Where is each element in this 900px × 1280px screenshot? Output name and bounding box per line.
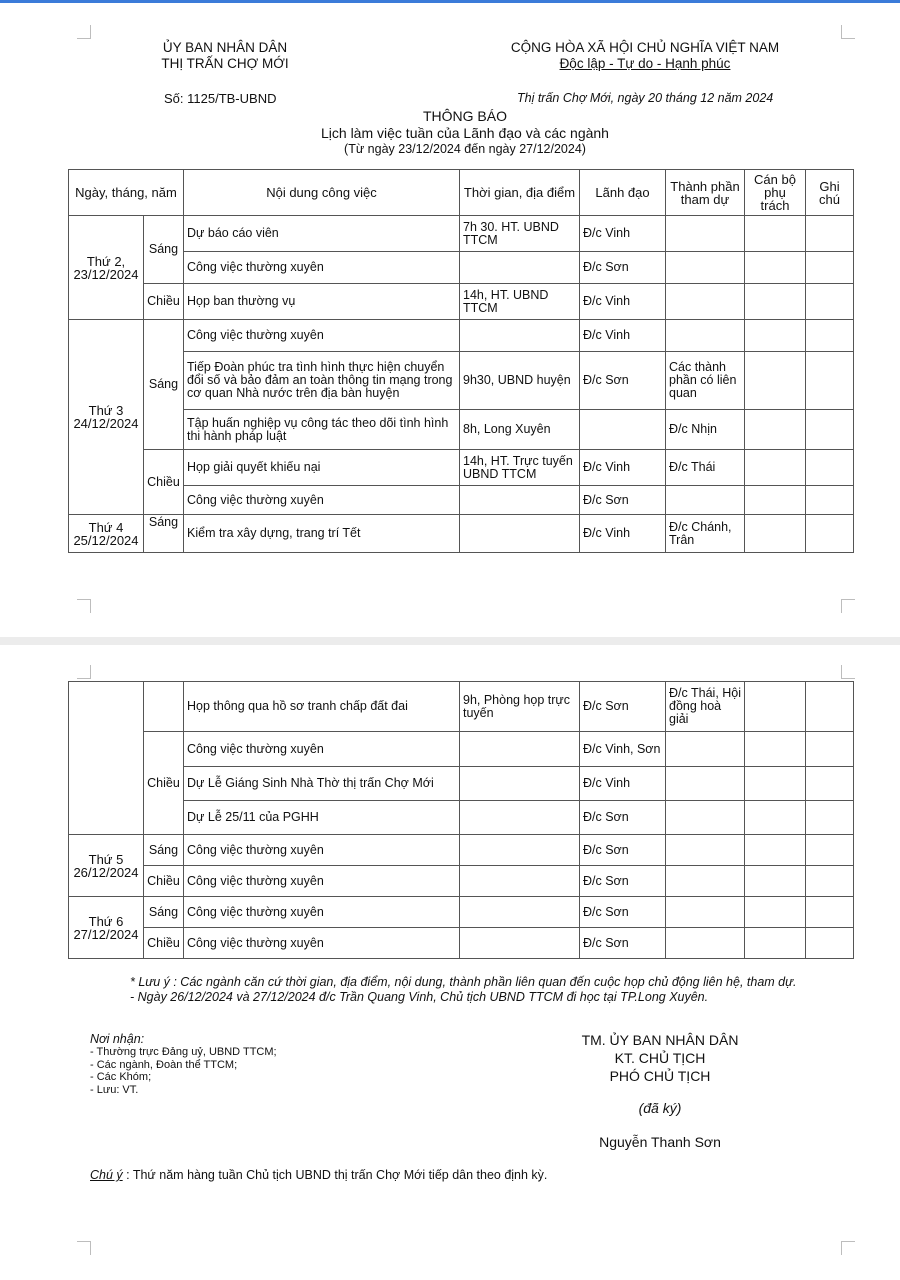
table-row <box>69 835 854 866</box>
time-place-cell: 9h, Phòng họp trực tuyến <box>460 682 580 732</box>
note-cell <box>806 732 854 767</box>
session-cell: Sáng <box>144 216 184 284</box>
content-cell: Họp giải quyết khiếu nại <box>184 450 460 486</box>
notes-block <box>130 975 850 1005</box>
participants-cell <box>666 284 745 320</box>
col-header-content: Nội dung công việc <box>184 170 460 216</box>
leader-cell: Đ/c Sơn <box>580 486 666 515</box>
page-corner-mark <box>77 25 91 39</box>
officer-cell <box>745 732 806 767</box>
leader-cell <box>580 410 666 450</box>
time-place-cell <box>460 320 580 352</box>
session-cell <box>144 682 184 732</box>
page-corner-mark <box>841 599 855 613</box>
participants-cell <box>666 928 745 959</box>
officer-cell <box>745 252 806 284</box>
content-cell: Họp ban thường vụ <box>184 284 460 320</box>
note-cell <box>806 928 854 959</box>
officer-cell <box>745 897 806 928</box>
note-cell <box>806 352 854 410</box>
document-page-1 <box>0 3 900 637</box>
col-header-participants: Thành phần tham dự <box>666 170 745 216</box>
session-cell: Sáng <box>144 320 184 450</box>
signature-block <box>540 1031 780 1151</box>
officer-cell <box>745 682 806 732</box>
page-corner-mark <box>77 665 91 679</box>
session-cell: Sáng <box>144 515 184 553</box>
time-place-cell <box>460 866 580 897</box>
session-cell: Chiều <box>144 284 184 320</box>
recipient-item: - Các ngành, Đoàn thể TTCM; <box>90 1058 238 1071</box>
officer-cell <box>745 450 806 486</box>
leader-cell: Đ/c Vinh <box>580 767 666 801</box>
leader-cell: Đ/c Vinh <box>580 284 666 320</box>
participants-cell <box>666 486 745 515</box>
participants-cell <box>666 801 745 835</box>
time-place-cell <box>460 928 580 959</box>
time-place-cell <box>460 252 580 284</box>
table-row <box>69 928 854 959</box>
table-row <box>69 320 854 352</box>
leader-cell: Đ/c Sơn <box>580 352 666 410</box>
participants-cell <box>666 320 745 352</box>
leader-cell: Đ/c Sơn <box>580 866 666 897</box>
note-cell <box>806 320 854 352</box>
table-row <box>69 801 854 835</box>
table-row <box>69 486 854 515</box>
page-corner-mark <box>841 25 855 39</box>
content-cell: Công việc thường xuyên <box>184 486 460 515</box>
session-cell: Chiều <box>144 732 184 835</box>
participants-cell: Đ/c Nhịn <box>666 410 745 450</box>
signature-line3: PHÓ CHỦ TỊCH <box>609 1068 711 1084</box>
leader-cell: Đ/c Vinh <box>580 320 666 352</box>
officer-cell <box>745 866 806 897</box>
note-cell <box>806 515 854 553</box>
time-place-cell <box>460 732 580 767</box>
participants-cell: Đ/c Chánh, Trân <box>666 515 745 553</box>
footer-note-text: : Thứ năm hàng tuần Chủ tịch UBND thị trấn Chợ Mới tiếp dân theo định kỳ. <box>122 1168 548 1182</box>
note-cell <box>806 216 854 252</box>
note-cell <box>806 450 854 486</box>
table-row <box>69 515 854 553</box>
session-cell: Sáng <box>144 835 184 866</box>
time-place-cell: 7h 30. HT. UBND TTCM <box>460 216 580 252</box>
footer-note <box>90 1168 547 1182</box>
content-cell: Kiểm tra xây dựng, trang trí Tết <box>184 515 460 553</box>
day-cell-continued <box>69 682 144 835</box>
col-header-note: Ghi chú <box>806 170 854 216</box>
note-cell <box>806 252 854 284</box>
table-row <box>69 216 854 252</box>
officer-cell <box>745 486 806 515</box>
document-page-2 <box>0 645 900 1280</box>
day-cell: Thứ 6 27/12/2024 <box>69 897 144 959</box>
time-place-cell <box>460 801 580 835</box>
content-cell: Công việc thường xuyên <box>184 897 460 928</box>
content-cell: Công việc thường xuyên <box>184 866 460 897</box>
note-cell <box>806 897 854 928</box>
agency-line1: ỦY BAN NHÂN DÂN <box>162 40 288 55</box>
agency-header <box>120 40 330 72</box>
nation-line1: CỘNG HÒA XÃ HỘI CHỦ NGHĨA VIỆT NAM <box>510 40 780 55</box>
document-title: THÔNG BÁO <box>422 108 507 124</box>
table-row <box>69 732 854 767</box>
content-cell: Công việc thường xuyên <box>184 252 460 284</box>
leader-cell: Đ/c Vinh <box>580 515 666 553</box>
content-cell: Họp thông qua hồ sơ tranh chấp đất đai <box>184 682 460 732</box>
table-row <box>69 352 854 410</box>
note-cell <box>806 486 854 515</box>
schedule-table <box>68 169 854 553</box>
footer-note-label: Chú ý <box>90 1168 123 1182</box>
document-title-block <box>270 108 660 157</box>
note-cell <box>806 866 854 897</box>
participants-cell: Các thành phần có liên quan <box>666 352 745 410</box>
content-cell: Tiếp Đoàn phúc tra tình hình thực hiện chuyển đổi số và bảo đảm an toàn thông tin mạng trong cơ quan Nhà nước trên địa bàn huyện <box>184 352 460 410</box>
leader-cell: Đ/c Vinh, Sơn <box>580 732 666 767</box>
date-range: (Từ ngày 23/12/2024 đến ngày 27/12/2024) <box>344 142 586 156</box>
officer-cell <box>745 515 806 553</box>
note-cell <box>806 801 854 835</box>
table-row <box>69 252 854 284</box>
leader-cell: Đ/c Vinh <box>580 216 666 252</box>
signature-line1: TM. ỦY BAN NHÂN DÂN <box>581 1032 739 1048</box>
col-header-leader: Lãnh đạo <box>580 170 666 216</box>
leader-cell: Đ/c Sơn <box>580 835 666 866</box>
session-cell: Sáng <box>144 897 184 928</box>
officer-cell <box>745 767 806 801</box>
officer-cell <box>745 284 806 320</box>
content-cell: Công việc thường xuyên <box>184 835 460 866</box>
recipient-item: - Thường trực Đảng uỷ, UBND TTCM; <box>90 1046 277 1058</box>
note-line-2: - Ngày 26/12/2024 và 27/12/2024 đ/c Trần Quang Vinh, Chủ tịch UBND TTCM đi học tại TP.Long Xuyên. <box>130 990 709 1004</box>
day-cell: Thứ 2, 23/12/2024 <box>69 216 144 320</box>
officer-cell <box>745 801 806 835</box>
table-row <box>69 450 854 486</box>
officer-cell <box>745 216 806 252</box>
leader-cell: Đ/c Vinh <box>580 450 666 486</box>
nation-motto: Độc lập - Tự do - Hạnh phúc <box>559 56 731 71</box>
content-cell: Dự Lễ Giáng Sinh Nhà Thờ thị trấn Chợ Mới <box>184 767 460 801</box>
table-row <box>69 897 854 928</box>
content-cell: Công việc thường xuyên <box>184 928 460 959</box>
content-cell: Tập huấn nghiệp vụ công tác theo dõi tình hình thi hành pháp luật <box>184 410 460 450</box>
table-row <box>69 866 854 897</box>
officer-cell <box>745 352 806 410</box>
col-header-officer: Cán bộ phụ trách <box>745 170 806 216</box>
session-cell: Chiều <box>144 928 184 959</box>
time-place-cell: 14h, HT. Trực tuyến UBND TTCM <box>460 450 580 486</box>
col-header-date: Ngày, tháng, năm <box>69 170 184 216</box>
session-cell: Chiều <box>144 866 184 897</box>
note-cell <box>806 682 854 732</box>
recipients-heading: Nơi nhận: <box>90 1032 145 1046</box>
leader-cell: Đ/c Sơn <box>580 801 666 835</box>
officer-cell <box>745 320 806 352</box>
participants-cell <box>666 866 745 897</box>
leader-cell: Đ/c Sơn <box>580 897 666 928</box>
participants-cell: Đ/c Thái <box>666 450 745 486</box>
page-corner-mark <box>841 665 855 679</box>
signer-name: Nguyễn Thanh Sơn <box>599 1134 721 1150</box>
leader-cell: Đ/c Sơn <box>580 928 666 959</box>
participants-cell <box>666 897 745 928</box>
signed-mark: (đã ký) <box>638 1100 682 1116</box>
document-number: Số: 1125/TB-UBND <box>164 91 277 106</box>
day-cell: Thứ 3 24/12/2024 <box>69 320 144 515</box>
place-date: Thị trấn Chợ Mới, ngày 20 tháng 12 năm 2024 <box>517 91 774 105</box>
officer-cell <box>745 410 806 450</box>
recipient-item: - Lưu: VT. <box>90 1083 139 1096</box>
leader-cell: Đ/c Sơn <box>580 252 666 284</box>
time-place-cell: 8h, Long Xuyên <box>460 410 580 450</box>
participants-cell <box>666 835 745 866</box>
time-place-cell <box>460 767 580 801</box>
table-header-row <box>69 170 854 216</box>
participants-cell <box>666 732 745 767</box>
session-cell: Chiều <box>144 450 184 515</box>
col-header-time-place: Thời gian, địa điểm <box>460 170 580 216</box>
content-cell: Dự Lễ 25/11 của PGHH <box>184 801 460 835</box>
participants-cell <box>666 216 745 252</box>
table-row <box>69 682 854 732</box>
table-row <box>69 767 854 801</box>
day-cell: Thứ 5 26/12/2024 <box>69 835 144 897</box>
document-subtitle: Lịch làm việc tuần của Lãnh đạo và các ngành <box>321 125 609 141</box>
table-row <box>69 284 854 320</box>
time-place-cell: 9h30, UBND huyện <box>460 352 580 410</box>
leader-cell: Đ/c Sơn <box>580 682 666 732</box>
participants-cell <box>666 252 745 284</box>
day-cell: Thứ 4 25/12/2024 <box>69 515 144 553</box>
table-row <box>69 410 854 450</box>
note-cell <box>806 767 854 801</box>
schedule-table-continued <box>68 681 854 959</box>
note-line-1: * Lưu ý : Các ngành căn cứ thời gian, địa điểm, nội dung, thành phần liên quan đến cuộc họp chủ động liên hệ, tham dự. <box>130 975 797 989</box>
time-place-cell <box>460 515 580 553</box>
agency-line2: THỊ TRẤN CHỢ MỚI <box>161 56 289 71</box>
page-corner-mark <box>841 1241 855 1255</box>
time-place-cell <box>460 486 580 515</box>
note-cell <box>806 284 854 320</box>
time-place-cell <box>460 897 580 928</box>
content-cell: Công việc thường xuyên <box>184 732 460 767</box>
content-cell: Dự báo cáo viên <box>184 216 460 252</box>
recipients-block <box>90 1032 390 1096</box>
signature-line2: KT. CHỦ TỊCH <box>614 1050 706 1066</box>
note-cell <box>806 410 854 450</box>
officer-cell <box>745 928 806 959</box>
time-place-cell <box>460 835 580 866</box>
participants-cell <box>666 767 745 801</box>
note-cell <box>806 835 854 866</box>
content-cell: Công việc thường xuyên <box>184 320 460 352</box>
recipient-item: - Các Khóm; <box>90 1071 152 1083</box>
time-place-cell: 14h, HT. UBND TTCM <box>460 284 580 320</box>
nation-header <box>470 40 820 72</box>
page-corner-mark <box>77 599 91 613</box>
officer-cell <box>745 835 806 866</box>
participants-cell: Đ/c Thái, Hội đồng hoà giải <box>666 682 745 732</box>
page-corner-mark <box>77 1241 91 1255</box>
